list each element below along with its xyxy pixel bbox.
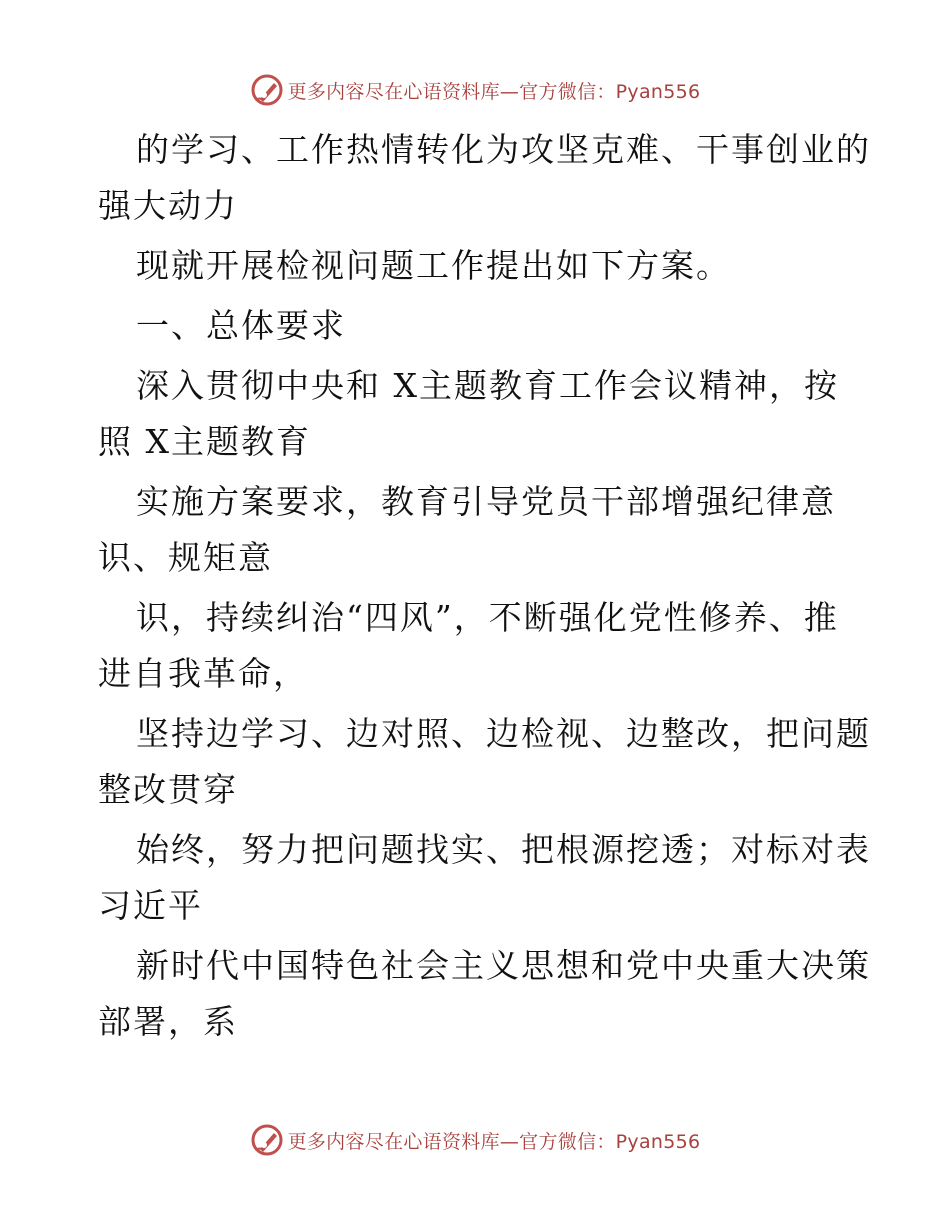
paragraph-line: 现就开展检视问题工作提出如下方案。 (136, 246, 731, 285)
header-banner (0, 70, 950, 110)
paragraph-line: 坚持边学习、边对照、边检视、边整改，把问题 (136, 714, 871, 753)
paragraph-line: 的学习、工作热情转化为攻坚克难、干事创业的 (136, 130, 871, 169)
footer-banner-text: 更多内容尽在心语资料库—官方微信：Pyan556 (287, 1130, 701, 1153)
paragraph-line: 深入贯彻中央和 X主题教育工作会议精神，按 (136, 366, 839, 405)
paragraph-line: 新时代中国特色社会主义思想和党中央重大决策 (136, 946, 871, 985)
paragraph-line: 强大动力 (98, 186, 238, 225)
paragraph-line: 识，持续纠治“四风”，不断强化党性修养、推 (136, 598, 839, 637)
paragraph-line: 习近平 (98, 886, 203, 925)
footer-banner (0, 1120, 950, 1160)
paragraph-line: 始终，努力把问题找实、把根源挖透；对标对表 (136, 830, 871, 869)
pen-nib-logo-icon (250, 73, 284, 107)
pen-nib-logo-icon (250, 1123, 284, 1157)
paragraph-line: 实施方案要求，教育引导党员干部增强纪律意 (136, 482, 836, 521)
paragraph-line: 部署，系 (98, 1002, 238, 1041)
paragraph-line: 整改贯穿 (98, 770, 238, 809)
section-heading: 一、总体要求 (136, 306, 346, 345)
paragraph-line: 照 X主题教育 (98, 422, 311, 461)
paragraph-line: 进自我革命， (98, 654, 308, 693)
header-banner-text: 更多内容尽在心语资料库—官方微信：Pyan556 (287, 80, 701, 103)
document-body (98, 122, 871, 1050)
paragraph-line: 识、规矩意 (98, 538, 273, 577)
